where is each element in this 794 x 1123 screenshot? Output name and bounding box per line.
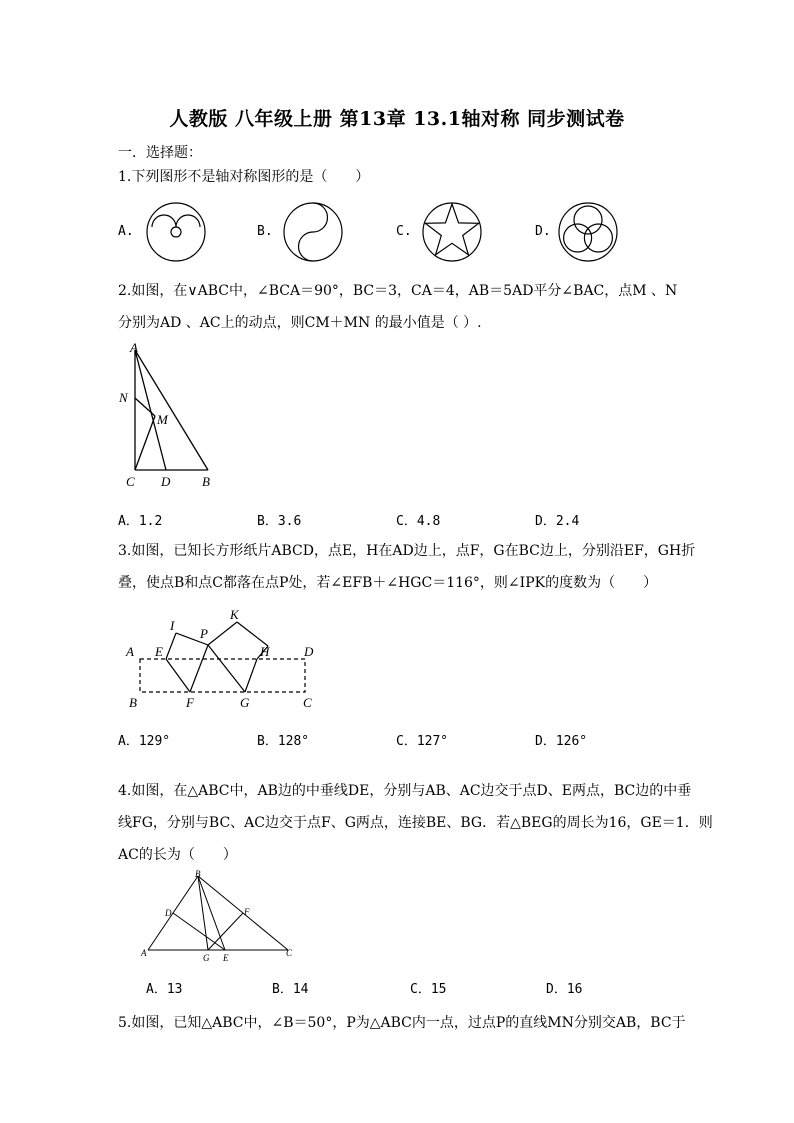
q3-option-a[interactable]: A．129° <box>118 734 171 749</box>
q2-option-a[interactable]: A．1.2 <box>118 514 163 529</box>
q2-option-c[interactable]: C．4.8 <box>396 514 441 529</box>
q1-figure-c-star-circle <box>420 200 484 264</box>
q1-figure-a-heart-circle <box>144 200 208 264</box>
q3-stem-line1: 3.如图，已知长方形纸片ABCD，点E，H在AD边上，点F，G在BC边上，分别沿EF，GH折 <box>118 543 696 559</box>
q3-folded-rectangle-figure <box>120 600 330 715</box>
q2-label-d: D <box>161 474 171 489</box>
q4-stem-line3: AC的长为（ ） <box>118 847 237 863</box>
q3-option-b[interactable]: B．128° <box>257 734 310 749</box>
q3-label-i: I <box>170 618 175 633</box>
q2-label-b: B <box>202 474 210 489</box>
q1-option-c[interactable]: C. <box>396 224 412 239</box>
q2-option-b[interactable]: B．3.6 <box>257 514 302 529</box>
section-heading: 一．选择题： <box>118 145 202 161</box>
q3-label-e: E <box>155 644 163 659</box>
q2-triangle-figure <box>110 338 230 498</box>
q2-stem-line1: 2.如图，在∨ABC中，∠BCA＝90°，BC＝3，CA＝4，AB＝5AD平分∠BAC，点M 、N <box>118 283 678 299</box>
q3-stem-line2: 叠，使点B和点C都落在点P处，若∠EFB＋∠HGC＝116°，则∠IPK的度数为（ ） <box>118 575 658 591</box>
q4-option-d[interactable]: D．16 <box>546 982 583 997</box>
q4-label-b: B <box>195 869 201 879</box>
q4-label-f: F <box>244 907 250 917</box>
q4-triangle-figure <box>138 868 298 966</box>
q4-option-c[interactable]: C．15 <box>410 982 447 997</box>
q1-option-a[interactable]: A. <box>118 224 134 239</box>
q1-figure-b-yinyang-circle <box>281 200 345 264</box>
q3-label-h: H <box>260 644 270 659</box>
q4-label-a: A <box>141 948 147 958</box>
q1-stem: 1.下列图形不是轴对称图形的是（ ） <box>118 169 370 185</box>
q2-stem-line2: 分别为AD 、AC上的动点，则CM＋MN 的最小值是（ ）. <box>118 315 482 331</box>
page-title: 人教版 八年级上册 第13章 13.1轴对称 同步测试卷 <box>169 108 625 130</box>
q3-option-d[interactable]: D．126° <box>535 734 588 749</box>
q3-label-k: K <box>230 607 239 622</box>
q4-label-d: D <box>165 908 172 918</box>
q4-stem-line1: 4.如图，在△ABC中，AB边的中垂线DE，分别与AB、AC边交于点D、E两点，BC边的中垂 <box>118 783 692 799</box>
q5-stem-line1: 5.如图，已知△ABC中，∠B＝50°，P为△ABC内一点，过点P的直线MN分别交AB，BC于 <box>118 1015 686 1031</box>
q3-label-d: D <box>304 644 314 659</box>
q4-label-c: C <box>286 948 293 958</box>
q1-figure-d-trefoil-circle <box>556 200 620 264</box>
q4-label-e: E <box>223 953 229 963</box>
q4-stem-line2: 线FG，分别与BC、AC边交于点F、G两点，连接BE、BG．若△BEG的周长为16，GE＝1．则 <box>118 815 713 831</box>
q2-label-m: M <box>157 412 168 427</box>
q3-option-c[interactable]: C．127° <box>396 734 449 749</box>
q4-label-g: G <box>203 953 210 963</box>
q3-label-b: B <box>129 695 137 710</box>
q2-option-d[interactable]: D．2.4 <box>535 514 580 529</box>
q2-label-a: A <box>130 340 138 355</box>
q2-label-n: N <box>119 390 128 405</box>
q2-label-c: C <box>126 474 135 489</box>
q3-label-c: C <box>303 695 312 710</box>
q3-label-g: G <box>240 695 250 710</box>
q1-option-b[interactable]: B. <box>257 224 273 239</box>
q3-label-f: F <box>186 695 194 710</box>
q1-option-d[interactable]: D. <box>535 224 551 239</box>
q3-label-a: A <box>126 644 134 659</box>
q3-label-p: P <box>200 626 208 641</box>
q4-option-b[interactable]: B．14 <box>272 982 309 997</box>
q4-option-a[interactable]: A．13 <box>146 982 183 997</box>
